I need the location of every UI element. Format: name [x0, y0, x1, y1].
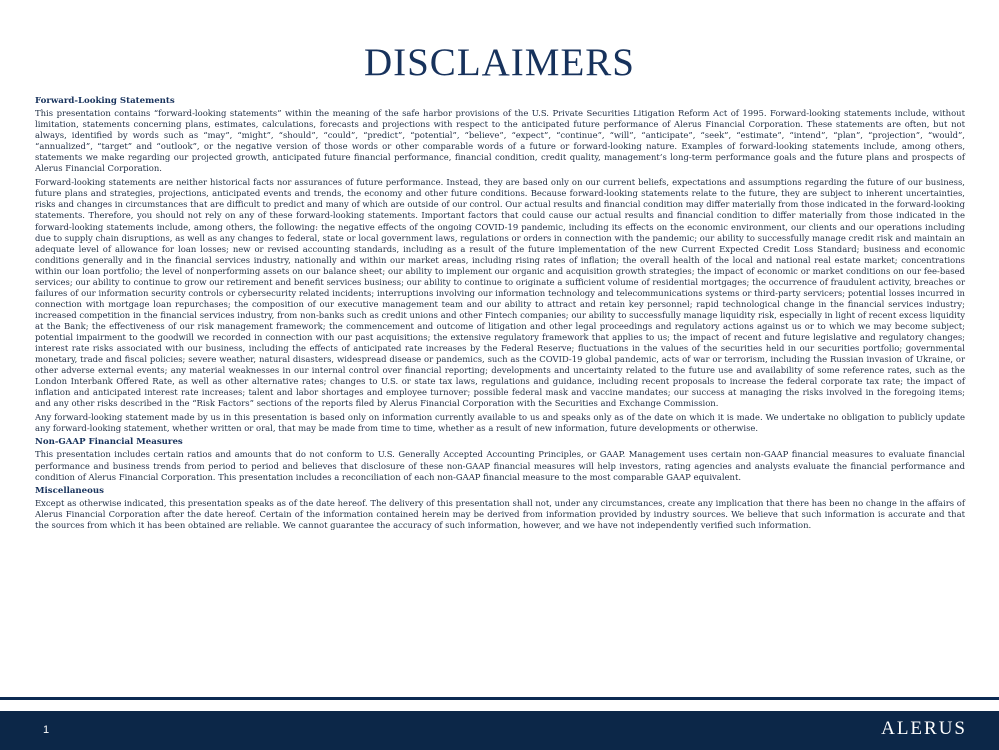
company-logo: ALERUS [881, 718, 967, 739]
footer-bar [0, 711, 999, 750]
disclaimer-body [35, 96, 965, 534]
section-heading: Forward-Looking Statements [35, 96, 175, 106]
page-number: 1 [43, 724, 50, 736]
paragraph: This presentation contains “forward-looking statements” within the meaning of the safe harbor provisions of the U.S. Private Securities Litigation Reform Act of 1995. Forward-looking statements include, without limitation, statements concerning plans, estimates, calculations, forecasts and projections with respect to the anticipated future performance of Alerus Financial Corporation. These statements are often, but not always, identified by words such as “may”, “might”, “should”, “could”, “predict”, “potential”, “believe”, “expect”, “continue”, “will”, “anticipate”, “seek”, “estimate”, “intend”, “plan”, “projection”, “would”, “annualized”, “target” and “outlook”, or the negative version of those words or other comparable words of a future or forward-looking nature. Examples of forward-looking statements include, among others, statements we make regarding our projected growth, anticipated future financial performance, financial condition, credit quality, management’s long-term performance goals and the future plans and prospects of Alerus Financial Corporation. [35, 108, 965, 174]
miscellaneous-section [35, 486, 965, 531]
paragraph: Except as otherwise indicated, this presentation speaks as of the date hereof. The delivery of this presentation shall not, under any circumstances, create any implication that there has been no change in the affairs of Alerus Financial Corporation after the date hereof. Certain of the information contained herein may be derived from information provided by industry sources. We believe that such information is accurate and that the sources from which it has been obtained are reliable. We cannot guarantee the accuracy of such information, however, and we have not independently verified such information. [35, 497, 965, 530]
paragraph: Any forward-looking statement made by us in this presentation is based only on information currently available to us and speaks only as of the date on which it is made. We undertake no obligation to publicly update any forward-looking statement, whether written or oral, that may be made from time to time, whether as a result of new information, future developments or otherwise. [35, 412, 965, 434]
paragraph: Forward-looking statements are neither historical facts nor assurances of future performance. Instead, they are based only on our current beliefs, expectations and assumptions regarding the future of our business, future plans and strategies, projections, anticipated events and trends, the economy and other future conditions. Because forward-looking statements relate to the future, they are subject to inherent uncertainties, risks and changes in circumstances that are difficult to predict and many of which are outside of our control. Our actual results and financial condition may differ materially from those indicated in the forward-looking statements. Therefore, you should not rely on any of these forward-looking statements. Important factors that could cause our actual results and financial condition to differ materially from those indicated in the forward-looking statements include, among others, the following: the negative effects of the ongoing COVID-19 pandemic, including its effects on the economic environment, our clients and our operations including due to supply chain disruptions, as well as any changes to federal, state or local government laws, regulations or orders in connection with the pandemic; our ability to successfully manage credit risk and maintain an adequate level of allowance for loan losses; new or revised accounting standards, including as a result of the future implementation of the new Current Expected Credit Loss Standard; business and economic conditions generally and in the financial services industry, nationally and within our market areas, including rising rates of inflation; the overall health of the local and national real estate market; concentrations within our loan portfolio; the level of nonperforming assets on our balance sheet; our ability to implement our organic and acquisition growth strategies; the impact of economic or market conditions on our fee-based services; our ability to continue to grow our retirement and benefit services business; our ability to continue to originate a sufficient volume of residential mortgages; the occurrence of fraudulent activity, breaches or failures of our information security controls or cybersecurity related incidents; interruptions involving our information technology and telecommunications systems or third-party servicers; potential losses incurred in connection with mortgage loan repurchases; the composition of our executive management team and our ability to attract and retain key personnel; rapid technological change in the financial services industry; increased competition in the financial services industry, from non-banks such as credit unions and other Fintech companies; our ability to successfully manage liquidity risk, especially in light of recent excess liquidity at the Bank; the effectiveness of our risk management framework; the commencement and outcome of litigation and other legal proceedings and regulatory actions against us or to which we may become subject; potential impairment to the goodwill we recorded in connection with our past acquisitions; the extensive regulatory framework that applies to us; the impact of recent and future legislative and regulatory changes; interest rate risks associated with our business, including the effects of anticipated rate increases by the Federal Reserve; fluctuations in the values of the securities held in our securities portfolio; governmental monetary, trade and fiscal policies; severe weather, natural disasters, widespread disease or pandemics, such as the COVID-19 global pandemic, acts of war or terrorism, including the Russian invasion of Ukraine, or other adverse external events; any material weaknesses in our internal control over financial reporting; developments and uncertainty related to the future use and availability of some reference rates, such as the London Interbank Offered Rate, as well as other alternative rates; changes to U.S. or state tax laws, regulations and guidance, including recent proposals to increase the federal corporate tax rate; the impact of inflation and anticipated interest rate increases; talent and labor shortages and employee turnover; possible federal mask and vaccine mandates; our success at managing the risks involved in the foregoing items; and any other risks described in the “Risk Factors” sections of the reports filed by Alerus Financial Corporation with the Securities and Exchange Commission. [35, 177, 965, 409]
paragraph: This presentation includes certain ratios and amounts that do not conform to U.S. Generally Accepted Accounting Principles, or GAAP. Management uses certain non-GAAP financial measures to evaluate financial performance and business trends from period to period and believes that disclosure of these non-GAAP financial measures will help investors, rating agencies and analysts evaluate the financial performance and condition of Alerus Financial Corporation. This presentation includes a reconciliation of each non-GAAP financial measure to the most comparable GAAP equivalent. [35, 449, 965, 482]
footer-divider [0, 697, 999, 700]
section-heading: Non-GAAP Financial Measures [35, 437, 183, 448]
section-heading: Miscellaneous [35, 485, 104, 496]
forward-looking-section [35, 96, 965, 434]
non-gaap-section [35, 437, 965, 482]
page-title: DISCLAIMERS [363, 41, 636, 84]
